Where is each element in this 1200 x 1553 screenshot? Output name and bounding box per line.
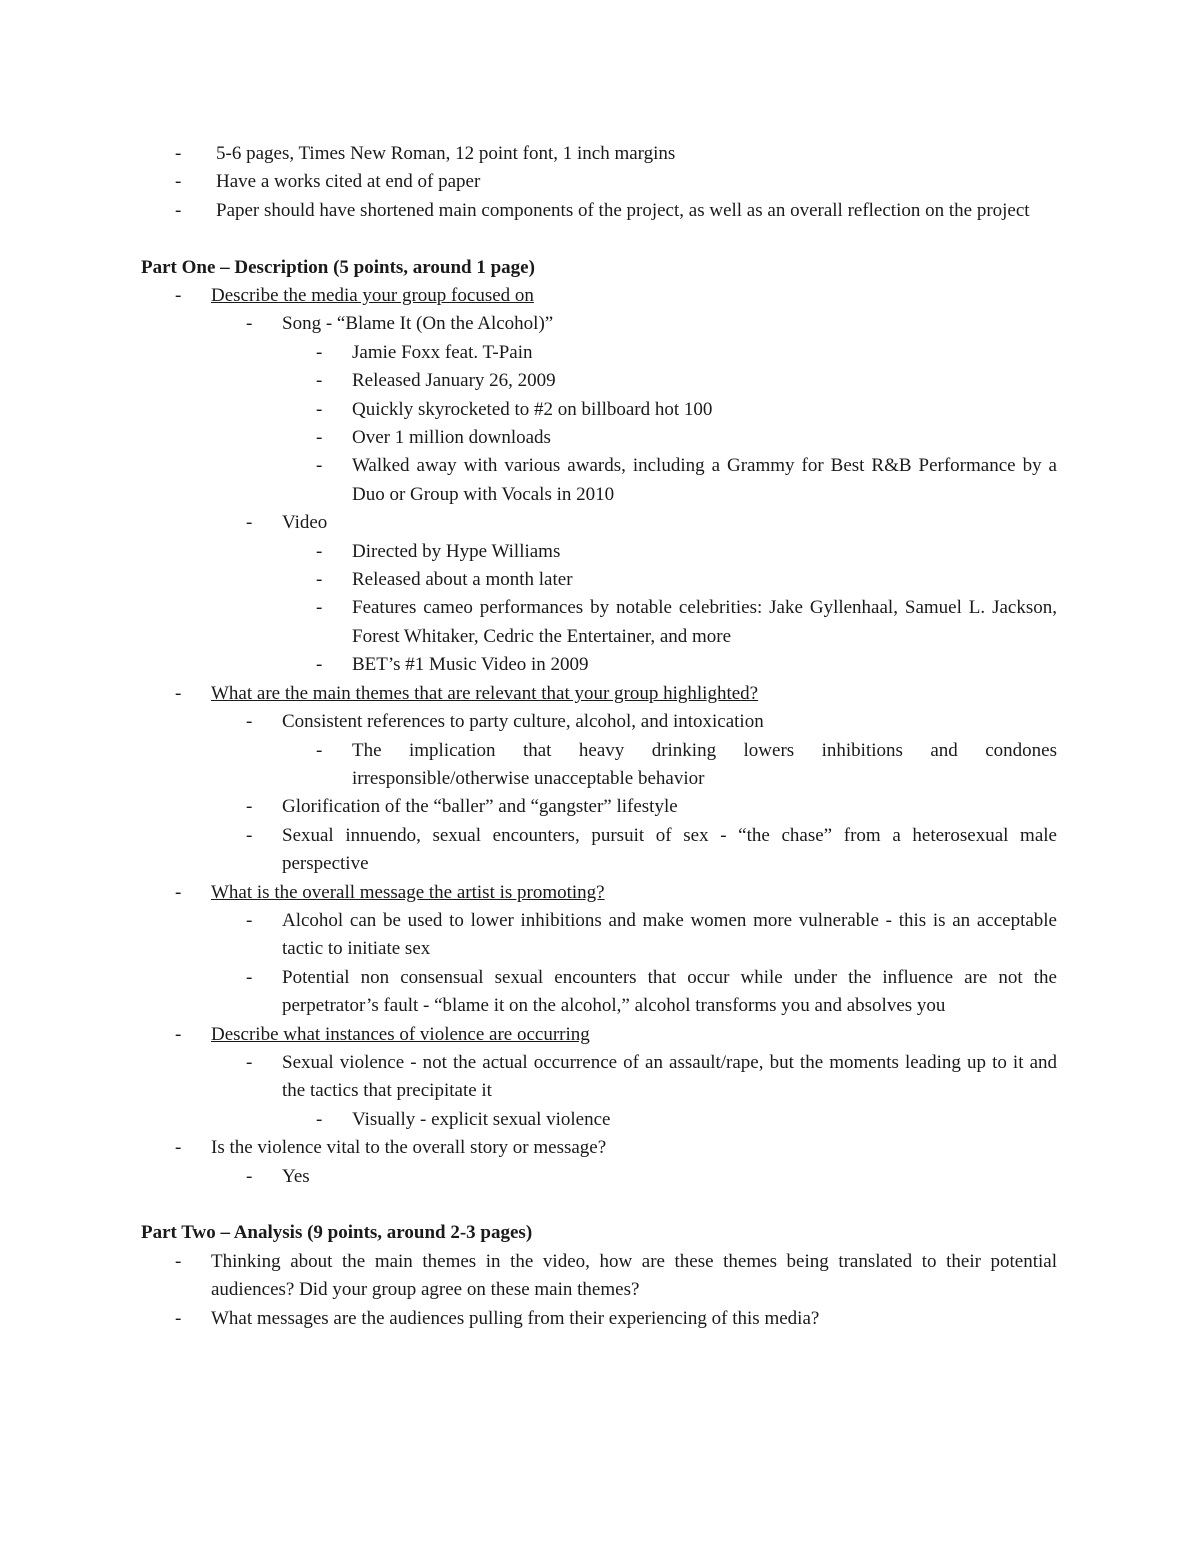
requirement-text: Paper should have shortened main components of the project, as well as an overall reflection on the project bbox=[216, 199, 1030, 221]
list-item bbox=[141, 879, 1057, 907]
bullet-dash: - bbox=[175, 1307, 182, 1329]
detail-text: BET’s #1 Music Video in 2009 bbox=[352, 654, 589, 676]
violence-text: Sexual violence - not the actual occurrence of an assault/rape, but the moments leading up to it and the tactics that precipitate it bbox=[282, 1051, 1057, 1102]
part-one-heading: Part One – Description (5 points, around 1 page) bbox=[141, 256, 535, 278]
detail-text: Quickly skyrocketed to #2 on billboard hot 100 bbox=[352, 398, 713, 420]
bullet-dash: - bbox=[316, 341, 323, 363]
detail-text: Walked away with various awards, including a Grammy for Best R&B Performance by a Duo or Group with Vocals in 2010 bbox=[352, 455, 1057, 505]
list-item bbox=[141, 1305, 1057, 1333]
detail-text: The implication that heavy drinking lowers inhibitions and condones irresponsible/otherwise unacceptable behavior bbox=[352, 739, 1057, 789]
video-label: Video bbox=[282, 512, 328, 534]
part-two-list bbox=[141, 1248, 1057, 1333]
bullet-dash: - bbox=[175, 285, 182, 307]
question-text: Describe the media your group focused on bbox=[211, 285, 534, 307]
list-item bbox=[141, 396, 1057, 424]
detail-text: Jamie Foxx feat. T-Pain bbox=[352, 341, 533, 363]
bullet-dash: - bbox=[175, 1023, 182, 1045]
list-item bbox=[141, 1248, 1057, 1305]
list-item bbox=[141, 282, 1057, 310]
list-item bbox=[141, 822, 1057, 879]
bullet-dash: - bbox=[316, 569, 323, 591]
list-item bbox=[141, 1106, 1057, 1134]
bullet-dash: - bbox=[316, 398, 323, 420]
list-item bbox=[141, 140, 1057, 168]
theme-text: Consistent references to party culture, alcohol, and intoxication bbox=[282, 711, 764, 733]
song-label: Song - “Blame It (On the Alcohol)” bbox=[282, 313, 554, 335]
detail-text: Visually - explicit sexual violence bbox=[352, 1108, 611, 1130]
detail-text: Released January 26, 2009 bbox=[352, 370, 556, 392]
list-item bbox=[141, 1163, 1057, 1191]
part-two-heading: Part Two – Analysis (9 points, around 2-3 pages) bbox=[141, 1222, 533, 1244]
requirement-text: Have a works cited at end of paper bbox=[216, 171, 481, 193]
question-text: Is the violence vital to the overall story or message? bbox=[211, 1137, 607, 1159]
bullet-dash: - bbox=[175, 171, 182, 193]
detail-text: Over 1 million downloads bbox=[352, 427, 551, 449]
list-item bbox=[141, 424, 1057, 452]
bullet-dash: - bbox=[246, 1165, 253, 1187]
detail-text: Features cameo performances by notable celebrities: Jake Gyllenhaal, Samuel L. Jackson, Forest Whitaker, Cedric the Entertainer, and more bbox=[352, 597, 1057, 647]
list-item bbox=[141, 964, 1057, 1021]
requirements-list bbox=[141, 140, 1057, 225]
requirement-text: 5-6 pages, Times New Roman, 12 point font, 1 inch margins bbox=[216, 143, 676, 164]
bullet-dash: - bbox=[175, 143, 182, 164]
list-item bbox=[141, 367, 1057, 395]
list-item bbox=[141, 566, 1057, 594]
bullet-dash: - bbox=[246, 1051, 253, 1073]
list-item bbox=[141, 339, 1057, 367]
list-item bbox=[141, 310, 1057, 338]
bullet-dash: - bbox=[246, 313, 253, 335]
bullet-dash: - bbox=[175, 682, 182, 704]
question-text: What are the main themes that are relevant that your group highlighted? bbox=[211, 682, 759, 704]
bullet-dash: - bbox=[316, 427, 323, 449]
bullet-dash: - bbox=[316, 455, 323, 477]
detail-text: Directed by Hype Williams bbox=[352, 540, 561, 562]
bullet-dash: - bbox=[316, 654, 323, 676]
bullet-dash: - bbox=[175, 1250, 182, 1272]
bullet-dash: - bbox=[175, 199, 182, 221]
detail-text: Released about a month later bbox=[352, 569, 573, 591]
list-item bbox=[141, 594, 1057, 651]
bullet-dash: - bbox=[316, 739, 323, 761]
bullet-dash: - bbox=[316, 1108, 323, 1130]
bullet-dash: - bbox=[175, 881, 182, 903]
list-item bbox=[141, 651, 1057, 679]
bullet-dash: - bbox=[246, 824, 253, 846]
list-item bbox=[141, 737, 1057, 794]
bullet-dash: - bbox=[246, 909, 253, 931]
answer-text: Yes bbox=[282, 1165, 310, 1187]
theme-text: Glorification of the “baller” and “gangster” lifestyle bbox=[282, 796, 678, 818]
bullet-dash: - bbox=[316, 540, 323, 562]
list-item bbox=[141, 452, 1057, 509]
bullet-dash: - bbox=[246, 711, 253, 733]
list-item bbox=[141, 1021, 1057, 1049]
question-text: What is the overall message the artist is promoting? bbox=[211, 881, 605, 903]
bullet-dash: - bbox=[246, 512, 253, 534]
question-text: What messages are the audiences pulling from their experiencing of this media? bbox=[211, 1307, 820, 1329]
part-one-list bbox=[141, 282, 1057, 1191]
question-text: Thinking about the main themes in the video, how are these themes being translated to their potential audiences? Did your group agree on these main themes? bbox=[211, 1250, 1057, 1301]
theme-text: Sexual innuendo, sexual encounters, pursuit of sex - “the chase” from a heterosexual male perspective bbox=[282, 824, 1057, 875]
list-item bbox=[141, 680, 1057, 708]
document-body bbox=[141, 140, 1057, 1333]
list-item bbox=[141, 1049, 1057, 1106]
list-item bbox=[141, 197, 1057, 225]
bullet-dash: - bbox=[246, 796, 253, 818]
list-item bbox=[141, 168, 1057, 196]
message-text: Potential non consensual sexual encounters that occur while under the influence are not the perpetrator’s fault - “blame it on the alcohol,” alcohol transforms you and absolves you bbox=[282, 966, 1057, 1017]
bullet-dash: - bbox=[316, 597, 323, 619]
list-item bbox=[141, 907, 1057, 964]
list-item bbox=[141, 708, 1057, 736]
bullet-dash: - bbox=[175, 1137, 182, 1159]
bullet-dash: - bbox=[246, 966, 253, 988]
question-text: Describe what instances of violence are occurring bbox=[211, 1023, 590, 1045]
list-item bbox=[141, 509, 1057, 537]
list-item bbox=[141, 1134, 1057, 1162]
list-item bbox=[141, 538, 1057, 566]
list-item bbox=[141, 793, 1057, 821]
bullet-dash: - bbox=[316, 370, 323, 392]
message-text: Alcohol can be used to lower inhibitions and make women more vulnerable - this is an acceptable tactic to initiate sex bbox=[282, 909, 1057, 960]
